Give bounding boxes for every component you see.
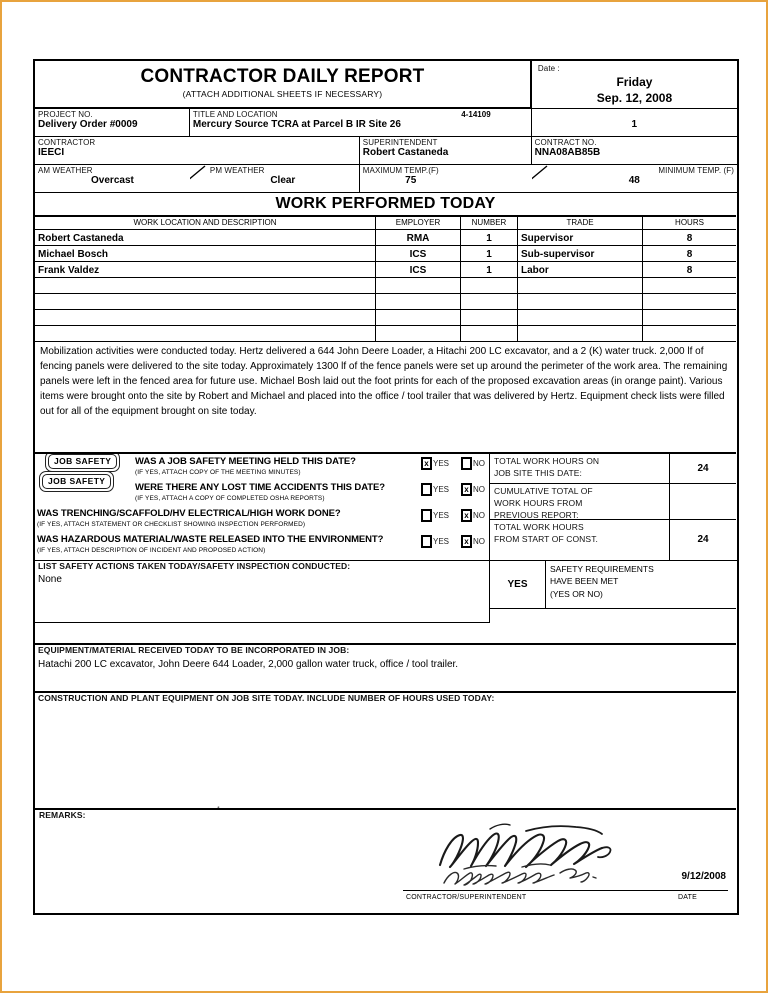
table-cell-trade: Sub-supervisor bbox=[518, 246, 643, 262]
form-header bbox=[35, 61, 737, 109]
checkbox-label-yes-2: YES bbox=[432, 484, 449, 494]
table-cell-trade bbox=[518, 278, 643, 294]
title-location-cell bbox=[190, 109, 532, 137]
work-section-header bbox=[35, 193, 737, 217]
equipment-received-cell[interactable] bbox=[35, 645, 736, 693]
work-hours-rows bbox=[490, 454, 737, 560]
checkbox-box-yes-4[interactable] bbox=[421, 535, 432, 548]
safety-question-note-1: (IF YES, ATTACH COPY OF THE MEETING MINUTES) bbox=[135, 468, 301, 476]
am-weather-value: Overcast bbox=[91, 175, 134, 186]
table-cell-description: Frank Valdez bbox=[35, 262, 376, 278]
max-temp-cell bbox=[360, 165, 532, 193]
safety-question-text-3: WAS TRENCHING/SCAFFOLD/HV ELECTRICAL/HIGH WORK DONE? bbox=[37, 507, 341, 519]
job-safety-stamp-upper bbox=[45, 454, 120, 472]
checkbox-box-no-4[interactable] bbox=[461, 535, 472, 548]
max-temp-label: MAXIMUM TEMP.(F) bbox=[362, 165, 439, 175]
table-row[interactable] bbox=[35, 262, 737, 278]
pm-weather-value: Clear bbox=[270, 175, 296, 186]
report-date-block bbox=[532, 61, 737, 109]
min-temp-cell bbox=[532, 165, 737, 193]
table-cell-employer: ICS bbox=[376, 262, 461, 278]
safety-question-4 bbox=[35, 534, 489, 560]
table-cell-employer: RMA bbox=[376, 230, 461, 246]
contractor-cell bbox=[35, 137, 360, 165]
checkbox-label-yes-1: YES bbox=[432, 458, 449, 468]
table-cell-description: Michael Bosch bbox=[35, 246, 376, 262]
table-cell-number: 1 bbox=[461, 230, 518, 246]
job-safety-stamp-upper-label: JOB SAFETY bbox=[48, 454, 117, 469]
am-weather-label: AM WEATHER bbox=[38, 165, 93, 175]
checkbox-label-no-3: NO bbox=[473, 510, 485, 520]
contract-no-cell bbox=[532, 137, 737, 165]
project-row bbox=[35, 109, 737, 137]
signature-area bbox=[35, 821, 736, 913]
table-cell-number bbox=[461, 294, 518, 310]
table-cell-hours: 8 bbox=[643, 230, 736, 246]
table-cell-hours: 8 bbox=[643, 262, 736, 278]
checkbox-label-no-2: NO bbox=[473, 484, 485, 494]
work-hours-summary-cell bbox=[490, 454, 737, 561]
checkbox-box-no-2[interactable] bbox=[461, 483, 472, 496]
safety-question-3 bbox=[35, 508, 489, 534]
signature-date-caption: DATE bbox=[678, 894, 697, 901]
superintendent-cell bbox=[360, 137, 532, 165]
report-no-value: 1 bbox=[631, 119, 638, 130]
checkbox-box-yes-1[interactable] bbox=[421, 457, 432, 470]
checkbox-no-4[interactable] bbox=[461, 535, 485, 548]
check-mark-icon: x bbox=[464, 510, 469, 520]
check-mark-icon: x bbox=[424, 458, 429, 468]
checkbox-label-no-4: NO bbox=[473, 536, 485, 546]
safety-actions-filler bbox=[35, 623, 736, 645]
table-cell-description bbox=[35, 326, 376, 342]
table-cell-employer bbox=[376, 294, 461, 310]
checkbox-box-no-1[interactable] bbox=[461, 457, 472, 470]
checkbox-box-no-3[interactable] bbox=[461, 509, 472, 522]
superintendent-value: Robert Castaneda bbox=[362, 147, 449, 158]
superintendent-label: SUPERINTENDENT bbox=[362, 137, 438, 147]
work-hours-label-1 bbox=[490, 454, 670, 484]
work-hours-value-1: 24 bbox=[670, 454, 736, 484]
checkbox-no-3[interactable] bbox=[461, 509, 485, 522]
check-mark-icon: x bbox=[464, 536, 469, 546]
table-cell-description bbox=[35, 294, 376, 310]
safety-question-text-1: WAS A JOB SAFETY MEETING HELD THIS DATE? bbox=[135, 455, 356, 467]
table-cell-hours bbox=[643, 278, 736, 294]
safety-question-note-4: (IF YES, ATTACH DESCRIPTION OF INCIDENT AND PROPOSED ACTION) bbox=[37, 546, 266, 554]
work-hours-label-2 bbox=[490, 484, 670, 520]
title-location-code: 4-14109 bbox=[461, 109, 491, 119]
work-hours-line2-1: JOB SITE THIS DATE: bbox=[494, 467, 583, 478]
work-hours-row-2 bbox=[490, 484, 737, 520]
work-hours-value-2 bbox=[670, 484, 736, 520]
checkbox-yes-2[interactable] bbox=[421, 483, 449, 496]
date-day: Friday bbox=[616, 74, 653, 89]
column-header-trade: TRADE bbox=[518, 217, 643, 230]
table-cell-description bbox=[35, 310, 376, 326]
table-cell-employer bbox=[376, 278, 461, 294]
signature-caption: CONTRACTOR/SUPERINTENDENT bbox=[406, 894, 527, 901]
contractor-row bbox=[35, 137, 737, 165]
safety-actions-cell[interactable] bbox=[35, 561, 490, 623]
checkbox-label-yes-3: YES bbox=[432, 510, 449, 520]
checkbox-yes-4[interactable] bbox=[421, 535, 449, 548]
safety-answer-group-4 bbox=[421, 535, 485, 548]
safety-requirement-line-2: HAVE BEEN MET bbox=[550, 576, 619, 586]
narrative-text: Mobilization activities were conducted today. Hertz delivered a 644 John Deere Loader, a Hitachi 200 LC excavator, and a 2 (K) water truck. 2,000 lf of fencing panels were delivered to the site today. Approximately 1300 lf of the fence panels were set up around the perimeter of the work area. The remaining panels were left in the fenced area for future use. Michael Bosh laid out the foot prints for each of the proposed excavation areas (in orange paint). Various items were brought onto the site by Robert and Michael and placed into the office / tool trailer that was delivered by Hertz. Equipment check lists were filled out for all of the equipment brought on site today. bbox=[40, 345, 728, 418]
table-cell-employer: ICS bbox=[376, 246, 461, 262]
safety-requirement-line-3: (YES OR NO) bbox=[550, 588, 603, 599]
date-value: Sep. 12, 2008 bbox=[596, 90, 673, 105]
table-cell-number bbox=[461, 326, 518, 342]
table-row[interactable] bbox=[35, 278, 737, 294]
table-cell-number bbox=[461, 278, 518, 294]
project-no-cell bbox=[35, 109, 190, 137]
weather-row bbox=[35, 165, 737, 193]
safety-question-note-3: (IF YES, ATTACH STATEMENT OR CHECKLIST SHOWING INSPECTION PERFORMED) bbox=[37, 520, 306, 528]
signature-rule bbox=[403, 890, 728, 891]
signature-image bbox=[430, 821, 660, 893]
work-hours-row-1 bbox=[490, 454, 737, 484]
table-cell-trade: Supervisor bbox=[518, 230, 643, 246]
table-row[interactable] bbox=[35, 230, 737, 246]
date-label: Date : bbox=[537, 64, 560, 73]
max-temp-value: 75 bbox=[405, 175, 417, 186]
column-header-description: WORK LOCATION AND DESCRIPTION bbox=[35, 217, 376, 230]
remarks-cell[interactable] bbox=[35, 810, 736, 914]
table-cell-trade: Labor bbox=[518, 262, 643, 278]
safety-requirement-text bbox=[546, 561, 736, 609]
project-no-label: PROJECT NO. bbox=[38, 109, 93, 119]
contract-no-label: CONTRACT NO. bbox=[534, 137, 597, 147]
safety-actions-value: None bbox=[38, 574, 62, 585]
column-header-hours: HOURS bbox=[643, 217, 736, 230]
contractor-value: IEECI bbox=[38, 147, 65, 158]
table-cell-hours bbox=[643, 294, 736, 310]
safety-actions-filler-row bbox=[35, 623, 737, 645]
table-cell-number: 1 bbox=[461, 246, 518, 262]
safety-answer-group-3 bbox=[421, 509, 485, 522]
safety-question-note-2: (IF YES, ATTACH A COPY OF COMPLETED OSHA REPORTS) bbox=[135, 494, 325, 502]
table-cell-trade bbox=[518, 310, 643, 326]
work-table-header bbox=[35, 217, 737, 230]
table-row[interactable] bbox=[35, 246, 737, 262]
table-cell-number: 1 bbox=[461, 262, 518, 278]
work-section-title: WORK PERFORMED TODAY bbox=[275, 194, 496, 212]
safety-block bbox=[35, 454, 737, 561]
table-row[interactable] bbox=[35, 294, 737, 310]
table-cell-trade bbox=[518, 326, 643, 342]
checkbox-no-1[interactable] bbox=[461, 457, 485, 470]
am-weather-cell bbox=[35, 165, 190, 193]
check-mark-icon: x bbox=[464, 484, 469, 494]
safety-question-text-4: WAS HAZARDOUS MATERIAL/WASTE RELEASED INTO THE ENVIRONMENT? bbox=[37, 533, 384, 545]
contractor-label: CONTRACTOR bbox=[38, 137, 96, 147]
contract-no-value: NNA08AB85B bbox=[534, 147, 601, 158]
job-safety-stamp-lower-label: JOB SAFETY bbox=[42, 474, 111, 489]
table-cell-employer bbox=[376, 326, 461, 342]
report-title-block bbox=[35, 61, 532, 109]
safety-questions-cell bbox=[35, 454, 490, 561]
table-cell-description: Robert Castaneda bbox=[35, 230, 376, 246]
safety-question-text-2: WERE THERE ANY LOST TIME ACCIDENTS THIS DATE? bbox=[135, 481, 385, 493]
plant-equipment-cell[interactable] bbox=[35, 693, 736, 810]
work-hours-label-3 bbox=[490, 520, 670, 560]
table-cell-employer bbox=[376, 310, 461, 326]
page-title: CONTRACTOR DAILY REPORT bbox=[140, 66, 425, 87]
pm-weather-cell bbox=[190, 165, 360, 193]
min-temp-label: MINIMUM TEMP. (F) bbox=[658, 165, 734, 175]
checkbox-yes-1[interactable] bbox=[421, 457, 449, 470]
safety-actions-label: LIST SAFETY ACTIONS TAKEN TODAY/SAFETY INSPECTION CONDUCTED: bbox=[38, 560, 351, 571]
column-header-employer: EMPLOYER bbox=[376, 217, 461, 230]
project-no-value: Delivery Order #0009 bbox=[38, 119, 138, 130]
checkbox-no-2[interactable] bbox=[461, 483, 485, 496]
table-row[interactable] bbox=[35, 310, 737, 326]
min-temp-value: 48 bbox=[628, 175, 640, 186]
equipment-received-label: EQUIPMENT/MATERIAL RECEIVED TODAY TO BE INCORPORATED IN JOB: bbox=[38, 644, 350, 655]
table-cell-hours: 8 bbox=[643, 246, 736, 262]
plant-equipment-row bbox=[35, 693, 737, 810]
work-hours-line1-3: TOTAL WORK HOURS bbox=[494, 521, 584, 532]
stray-mark: * bbox=[217, 805, 220, 810]
safety-requirement-line-1: SAFETY REQUIREMENTS bbox=[550, 563, 654, 574]
job-safety-stamp-lower bbox=[39, 471, 114, 492]
table-cell-description bbox=[35, 278, 376, 294]
job-safety-stamps bbox=[39, 454, 135, 507]
safety-requirement-answer: YES bbox=[490, 561, 546, 609]
narrative-row bbox=[35, 342, 737, 454]
safety-answer-group-1 bbox=[421, 457, 485, 470]
table-cell-hours bbox=[643, 326, 736, 342]
table-cell-number bbox=[461, 310, 518, 326]
table-cell-trade bbox=[518, 294, 643, 310]
column-header-number: NUMBER bbox=[461, 217, 518, 230]
checkbox-label-no-1: NO bbox=[473, 458, 485, 468]
checkbox-box-yes-2[interactable] bbox=[421, 483, 432, 496]
table-row[interactable] bbox=[35, 326, 737, 342]
table-cell-hours bbox=[643, 310, 736, 326]
work-hours-row-3 bbox=[490, 520, 737, 560]
report-subtitle: (ATTACH ADDITIONAL SHEETS IF NECESSARY) bbox=[182, 89, 383, 99]
work-table-body bbox=[35, 230, 737, 342]
work-section-title-cell bbox=[35, 193, 736, 217]
signed-date: 9/12/2008 bbox=[681, 871, 726, 882]
pm-weather-label: PM WEATHER bbox=[209, 165, 265, 175]
safety-answer-group-2 bbox=[421, 483, 485, 496]
work-hours-line1-2: CUMULATIVE TOTAL OF bbox=[494, 485, 593, 496]
title-location-value: Mercury Source TCRA at Parcel B IR Site 26 bbox=[192, 119, 401, 130]
work-hours-line3-2: PREVIOUS REPORT: bbox=[494, 509, 579, 520]
report-no-cell bbox=[532, 109, 737, 137]
checkbox-box-yes-3[interactable] bbox=[421, 509, 432, 522]
work-hours-line2-3: FROM START OF CONST. bbox=[494, 533, 599, 544]
contractor-daily-report-form bbox=[33, 59, 739, 915]
remarks-row bbox=[35, 810, 737, 914]
work-hours-value-3: 24 bbox=[697, 534, 709, 545]
narrative-cell[interactable] bbox=[35, 342, 736, 454]
title-location-label: TITLE AND LOCATION bbox=[192, 109, 278, 119]
checkbox-label-yes-4: YES bbox=[432, 536, 449, 546]
remarks-label: REMARKS: bbox=[39, 809, 86, 820]
equipment-received-row bbox=[35, 645, 737, 693]
work-hours-line1-1: TOTAL WORK HOURS ON bbox=[494, 455, 600, 466]
checkbox-yes-3[interactable] bbox=[421, 509, 449, 522]
safety-actions-row bbox=[35, 561, 737, 623]
equipment-received-value: Hatachi 200 LC excavator, John Deere 644 Loader, 2,000 gallon water truck, office / tool trailer. bbox=[38, 659, 459, 670]
plant-equipment-label: CONSTRUCTION AND PLANT EQUIPMENT ON JOB SITE TODAY. INCLUDE NUMBER OF HOURS USED TODAY: bbox=[38, 692, 495, 703]
work-hours-line2-2: WORK HOURS FROM bbox=[494, 497, 583, 508]
